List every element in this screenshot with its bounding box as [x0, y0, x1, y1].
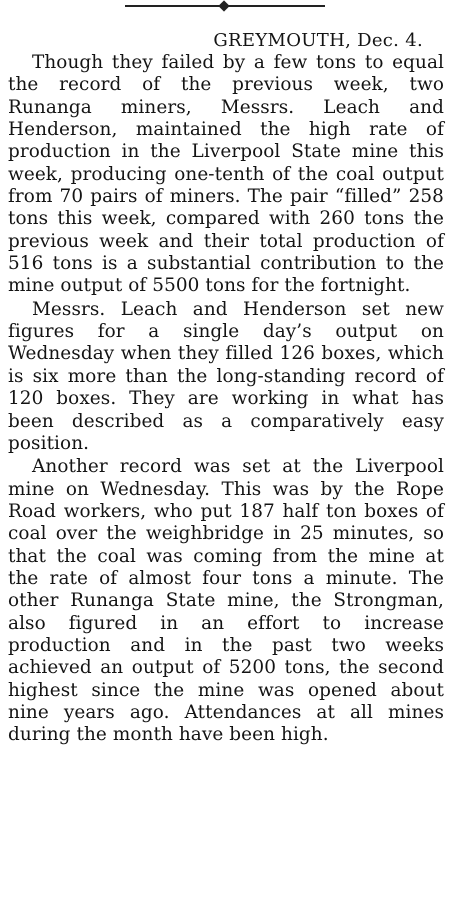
paragraph-3: Another record was set at the Liverpool mine on Wednesday. This was by the Rope Road workers, who put 187 half ton boxes of coal over the weighbridge in 25 minutes, so that the coal was coming from the mine at the rate of almost four tons a minute. The other Runanga State mine, the Strongman, also figured in an effort to increase production and in the past two weeks achieved an output of 5200 tons, the second highest since the mine was opened about nine years ago. Attendances at all mines during the month have been high. — [8, 456, 444, 746]
paragraph-1: Though they failed by a few tons to equal the record of the previous week, two Runanga miners, Messrs. Leach and Henderson, maintained the high rate of production in the Liverpool State mine this week, producing one-tenth of the coal output from 70 pairs of miners. The pair “filled” 258 tons this week, compared with 260 tons the previous week and their total production of 516 tons is a substantial contribution to the mine output of 5500 tons for the fortnight. — [8, 52, 444, 297]
paragraph-2: Messrs. Leach and Henderson set new figures for a single day’s output on Wednesday when they filled 126 boxes, which is six more than the long-standing record of 120 boxes. They are working in what has been described as a comparatively easy position. — [8, 298, 444, 454]
column-rule — [125, 2, 325, 10]
article-body — [8, 52, 444, 747]
rule-ornament-icon — [218, 0, 229, 11]
dateline: GREYMOUTH, Dec. 4. — [213, 30, 423, 51]
